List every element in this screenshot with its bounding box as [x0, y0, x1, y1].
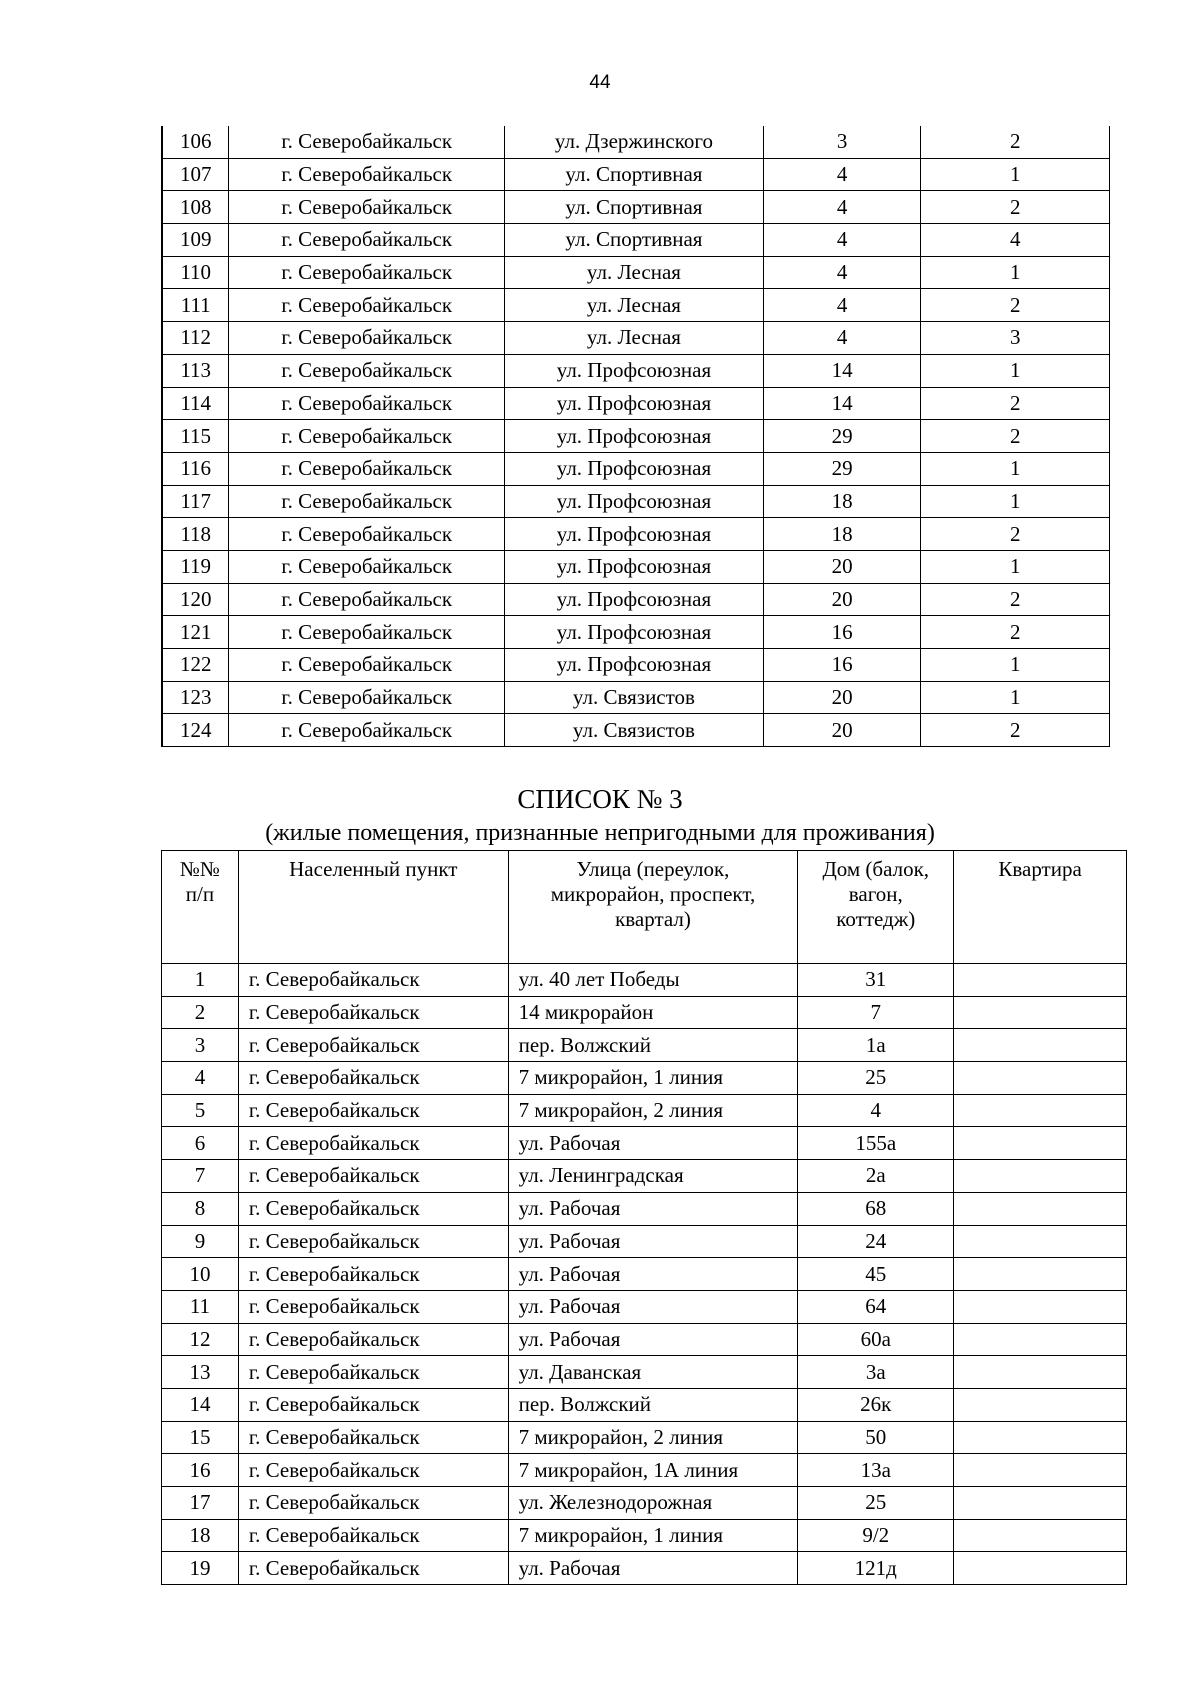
cell-num: 7 [162, 1160, 239, 1193]
cell-locality: г. Северобайкальск [229, 126, 505, 158]
cell-apartment [954, 1388, 1127, 1421]
table-row [162, 1127, 1127, 1160]
cell-street: ул. Профсоюзная [505, 518, 764, 551]
cell-num: 106 [162, 126, 229, 158]
table-row [162, 354, 1110, 387]
table-row [162, 1062, 1127, 1095]
cell-num: 108 [162, 191, 229, 224]
cell-street: ул. Лесная [505, 256, 764, 289]
cell-street: 7 микрорайон, 1 линия [508, 1519, 798, 1552]
cell-num: 6 [162, 1127, 239, 1160]
cell-street: ул. Рабочая [508, 1258, 798, 1291]
cell-house: 3 [763, 126, 921, 158]
table-row [162, 1356, 1127, 1389]
cell-num: 8 [162, 1192, 239, 1225]
cell-house: 9/2 [798, 1519, 954, 1552]
cell-apartment: 2 [921, 387, 1110, 420]
cell-locality: г. Северобайкальск [229, 224, 505, 257]
cell-apartment [954, 1258, 1127, 1291]
table-row [162, 322, 1110, 355]
cell-num: 12 [162, 1323, 239, 1356]
cell-locality: г. Северобайкальск [238, 1356, 508, 1389]
cell-num: 17 [162, 1487, 239, 1520]
table-row [162, 1192, 1127, 1225]
cell-house: 45 [798, 1258, 954, 1291]
cell-apartment: 2 [921, 289, 1110, 322]
cell-house: 4 [763, 256, 921, 289]
cell-apartment [954, 964, 1127, 997]
cell-apartment [954, 1323, 1127, 1356]
cell-apartment [954, 1421, 1127, 1454]
cell-num: 16 [162, 1454, 239, 1487]
cell-apartment: 2 [921, 616, 1110, 649]
cell-apartment [954, 1062, 1127, 1095]
cell-street: 7 микрорайон, 2 линия [508, 1094, 798, 1127]
cell-num: 112 [162, 322, 229, 355]
cell-house: 25 [798, 1062, 954, 1095]
table-row [162, 649, 1110, 682]
table-row [162, 158, 1110, 191]
table-row [162, 681, 1110, 714]
header-line: №№ [179, 857, 220, 881]
header-row [162, 851, 1127, 964]
cell-apartment [954, 1225, 1127, 1258]
header-line: Квартира [998, 857, 1082, 881]
table-row [162, 1290, 1127, 1323]
cell-locality: г. Северобайкальск [229, 649, 505, 682]
table-row [162, 1094, 1127, 1127]
cell-house: 60а [798, 1323, 954, 1356]
cell-apartment [954, 1487, 1127, 1520]
table-row [162, 1160, 1127, 1193]
cell-apartment: 3 [921, 322, 1110, 355]
cell-num: 4 [162, 1062, 239, 1095]
cell-street: ул. Связистов [505, 681, 764, 714]
cell-num: 117 [162, 485, 229, 518]
cell-apartment [954, 1552, 1127, 1585]
cell-street: ул. Лесная [505, 289, 764, 322]
list-title: СПИСОК № 3 [517, 784, 683, 814]
cell-locality: г. Северобайкальск [238, 1127, 508, 1160]
header-apartment [954, 851, 1127, 964]
cell-street: ул. Профсоюзная [505, 452, 764, 485]
cell-house: 121д [798, 1552, 954, 1585]
table-row [162, 616, 1110, 649]
cell-locality: г. Северобайкальск [238, 1258, 508, 1291]
cell-street: пер. Волжский [508, 1029, 798, 1062]
cell-locality: г. Северобайкальск [238, 1454, 508, 1487]
table-row [162, 1454, 1127, 1487]
cell-street: ул. Спортивная [505, 158, 764, 191]
cell-apartment: 4 [921, 224, 1110, 257]
cell-street: ул. Рабочая [508, 1192, 798, 1225]
header-line: Дом (балок, [822, 857, 930, 881]
cell-num: 115 [162, 420, 229, 453]
cell-house: 1а [798, 1029, 954, 1062]
cell-num: 111 [162, 289, 229, 322]
cell-house: 18 [763, 485, 921, 518]
cell-locality: г. Северобайкальск [229, 322, 505, 355]
list-3-table [161, 850, 1127, 1585]
cell-apartment: 2 [921, 126, 1110, 158]
cell-num: 107 [162, 158, 229, 191]
cell-house: 3а [798, 1356, 954, 1389]
cell-apartment: 1 [921, 256, 1110, 289]
cell-num: 2 [162, 996, 239, 1029]
cell-apartment [954, 996, 1127, 1029]
cell-house: 20 [763, 583, 921, 616]
cell-locality: г. Северобайкальск [229, 485, 505, 518]
cell-street: ул. Спортивная [505, 191, 764, 224]
cell-apartment: 2 [921, 518, 1110, 551]
cell-house: 4 [763, 289, 921, 322]
cell-street: ул. Профсоюзная [505, 485, 764, 518]
cell-house: 155а [798, 1127, 954, 1160]
cell-locality: г. Северобайкальск [229, 158, 505, 191]
cell-num: 1 [162, 964, 239, 997]
table-row [162, 224, 1110, 257]
cell-num: 14 [162, 1388, 239, 1421]
cell-house: 20 [763, 681, 921, 714]
cell-num: 3 [162, 1029, 239, 1062]
table-row [162, 550, 1110, 583]
table-row [162, 1388, 1127, 1421]
cell-house: 20 [763, 550, 921, 583]
cell-locality: г. Северобайкальск [229, 550, 505, 583]
cell-num: 18 [162, 1519, 239, 1552]
cell-num: 15 [162, 1421, 239, 1454]
cell-locality: г. Северобайкальск [229, 256, 505, 289]
cell-locality: г. Северобайкальск [229, 714, 505, 747]
cell-num: 113 [162, 354, 229, 387]
table-row [162, 1225, 1127, 1258]
cell-street: ул. Даванская [508, 1356, 798, 1389]
table-row [162, 1487, 1127, 1520]
continuation-table-body [162, 126, 1110, 747]
cell-street: ул. Рабочая [508, 1225, 798, 1258]
cell-apartment: 1 [921, 452, 1110, 485]
table-row [162, 583, 1110, 616]
cell-locality: г. Северобайкальск [238, 1290, 508, 1323]
cell-locality: г. Северобайкальск [238, 1323, 508, 1356]
cell-house: 29 [763, 420, 921, 453]
cell-apartment [954, 1290, 1127, 1323]
cell-street: ул. Железнодорожная [508, 1487, 798, 1520]
list-3-heading [0, 786, 1200, 845]
cell-house: 68 [798, 1192, 954, 1225]
cell-apartment [954, 1094, 1127, 1127]
cell-house: 4 [763, 191, 921, 224]
cell-street: 7 микрорайон, 1А линия [508, 1454, 798, 1487]
cell-apartment: 1 [921, 550, 1110, 583]
cell-house: 4 [763, 322, 921, 355]
cell-num: 124 [162, 714, 229, 747]
cell-apartment: 1 [921, 649, 1110, 682]
cell-house: 2а [798, 1160, 954, 1193]
cell-street: ул. Рабочая [508, 1290, 798, 1323]
cell-apartment [954, 1356, 1127, 1389]
cell-apartment [954, 1127, 1127, 1160]
cell-locality: г. Северобайкальск [238, 1029, 508, 1062]
cell-street: ул. Профсоюзная [505, 550, 764, 583]
header-locality [238, 851, 508, 964]
cell-locality: г. Северобайкальск [238, 1487, 508, 1520]
header-line: вагон, [848, 882, 903, 907]
table-row [162, 452, 1110, 485]
cell-house: 29 [763, 452, 921, 485]
cell-house: 14 [763, 354, 921, 387]
cell-num: 116 [162, 452, 229, 485]
table-row [162, 518, 1110, 551]
list-3-table-body [162, 964, 1127, 1585]
cell-locality: г. Северобайкальск [229, 420, 505, 453]
header-line: коттедж) [836, 907, 916, 932]
cell-house: 20 [763, 714, 921, 747]
cell-num: 9 [162, 1225, 239, 1258]
table-row [162, 1421, 1127, 1454]
cell-locality: г. Северобайкальск [238, 1552, 508, 1585]
cell-house: 25 [798, 1487, 954, 1520]
cell-locality: г. Северобайкальск [229, 191, 505, 224]
cell-street: ул. Профсоюзная [505, 616, 764, 649]
cell-house: 4 [798, 1094, 954, 1127]
cell-locality: г. Северобайкальск [229, 354, 505, 387]
cell-locality: г. Северобайкальск [229, 518, 505, 551]
cell-house: 24 [798, 1225, 954, 1258]
header-line: квартал) [615, 907, 691, 932]
cell-num: 110 [162, 256, 229, 289]
cell-street: 14 микрорайон [508, 996, 798, 1029]
cell-house: 16 [763, 616, 921, 649]
cell-locality: г. Северобайкальск [238, 1225, 508, 1258]
cell-street: ул. Профсоюзная [505, 387, 764, 420]
cell-street: ул. Профсоюзная [505, 354, 764, 387]
cell-locality: г. Северобайкальск [238, 1421, 508, 1454]
table-row [162, 485, 1110, 518]
cell-street: ул. 40 лет Победы [508, 964, 798, 997]
table-row [162, 996, 1127, 1029]
cell-street: 7 микрорайон, 2 линия [508, 1421, 798, 1454]
cell-apartment: 1 [921, 681, 1110, 714]
table-row [162, 256, 1110, 289]
cell-locality: г. Северобайкальск [229, 289, 505, 322]
cell-num: 11 [162, 1290, 239, 1323]
cell-street: ул. Спортивная [505, 224, 764, 257]
cell-locality: г. Северобайкальск [229, 681, 505, 714]
cell-locality: г. Северобайкальск [229, 452, 505, 485]
table-row [162, 1029, 1127, 1062]
cell-num: 120 [162, 583, 229, 616]
header-line: Населенный пункт [289, 857, 458, 881]
cell-num: 13 [162, 1356, 239, 1389]
cell-house: 13а [798, 1454, 954, 1487]
header-line: п/п [185, 882, 215, 907]
cell-apartment: 2 [921, 583, 1110, 616]
cell-house: 16 [763, 649, 921, 682]
cell-apartment [954, 1160, 1127, 1193]
cell-street: ул. Профсоюзная [505, 649, 764, 682]
cell-locality: г. Северобайкальск [229, 387, 505, 420]
table-row [162, 1519, 1127, 1552]
cell-street: ул. Рабочая [508, 1127, 798, 1160]
cell-apartment [954, 1519, 1127, 1552]
cell-apartment: 2 [921, 714, 1110, 747]
cell-locality: г. Северобайкальск [238, 1388, 508, 1421]
table-row [162, 714, 1110, 747]
list-subtitle: (жилые помещения, признанные непригодными для проживания) [265, 820, 935, 846]
cell-street: ул. Лесная [505, 322, 764, 355]
table-row [162, 964, 1127, 997]
cell-num: 109 [162, 224, 229, 257]
cell-house: 14 [763, 387, 921, 420]
cell-house: 31 [798, 964, 954, 997]
cell-apartment [954, 1192, 1127, 1225]
cell-num: 114 [162, 387, 229, 420]
cell-apartment: 1 [921, 158, 1110, 191]
table-row [162, 387, 1110, 420]
cell-apartment: 2 [921, 420, 1110, 453]
continuation-table [161, 126, 1110, 747]
cell-num: 123 [162, 681, 229, 714]
cell-street: ул. Ленинградская [508, 1160, 798, 1193]
header-line: Улица (переулок, [576, 857, 730, 881]
cell-house: 18 [763, 518, 921, 551]
cell-street: ул. Рабочая [508, 1552, 798, 1585]
cell-locality: г. Северобайкальск [238, 1192, 508, 1225]
table-row [162, 289, 1110, 322]
cell-apartment [954, 1029, 1127, 1062]
table-row [162, 191, 1110, 224]
cell-street: ул. Профсоюзная [505, 583, 764, 616]
header-street [508, 851, 798, 964]
table-row [162, 1258, 1127, 1291]
cell-apartment: 1 [921, 485, 1110, 518]
cell-street: ул. Рабочая [508, 1323, 798, 1356]
table-row [162, 420, 1110, 453]
table-row [162, 1552, 1127, 1585]
cell-num: 119 [162, 550, 229, 583]
cell-locality: г. Северобайкальск [229, 616, 505, 649]
cell-house: 4 [763, 224, 921, 257]
cell-num: 121 [162, 616, 229, 649]
cell-num: 10 [162, 1258, 239, 1291]
header-house [798, 851, 954, 964]
cell-house: 4 [763, 158, 921, 191]
cell-locality: г. Северобайкальск [238, 1094, 508, 1127]
table-row [162, 126, 1110, 158]
cell-house: 7 [798, 996, 954, 1029]
cell-house: 50 [798, 1421, 954, 1454]
cell-street: ул. Связистов [505, 714, 764, 747]
table-row [162, 1323, 1127, 1356]
cell-street: пер. Волжский [508, 1388, 798, 1421]
cell-num: 19 [162, 1552, 239, 1585]
page-number: 44 [589, 72, 611, 93]
cell-locality: г. Северобайкальск [238, 1062, 508, 1095]
cell-street: ул. Профсоюзная [505, 420, 764, 453]
cell-num: 118 [162, 518, 229, 551]
cell-street: 7 микрорайон, 1 линия [508, 1062, 798, 1095]
cell-num: 5 [162, 1094, 239, 1127]
cell-apartment [954, 1454, 1127, 1487]
cell-house: 64 [798, 1290, 954, 1323]
cell-street: ул. Дзержинского [505, 126, 764, 158]
cell-locality: г. Северобайкальск [238, 964, 508, 997]
header-line: микрорайон, проспект, [550, 882, 756, 907]
cell-num: 122 [162, 649, 229, 682]
cell-apartment: 2 [921, 191, 1110, 224]
cell-apartment: 1 [921, 354, 1110, 387]
cell-locality: г. Северобайкальск [238, 996, 508, 1029]
cell-locality: г. Северобайкальск [238, 1160, 508, 1193]
cell-locality: г. Северобайкальск [238, 1519, 508, 1552]
header-num [162, 851, 239, 964]
cell-house: 26к [798, 1388, 954, 1421]
cell-locality: г. Северобайкальск [229, 583, 505, 616]
